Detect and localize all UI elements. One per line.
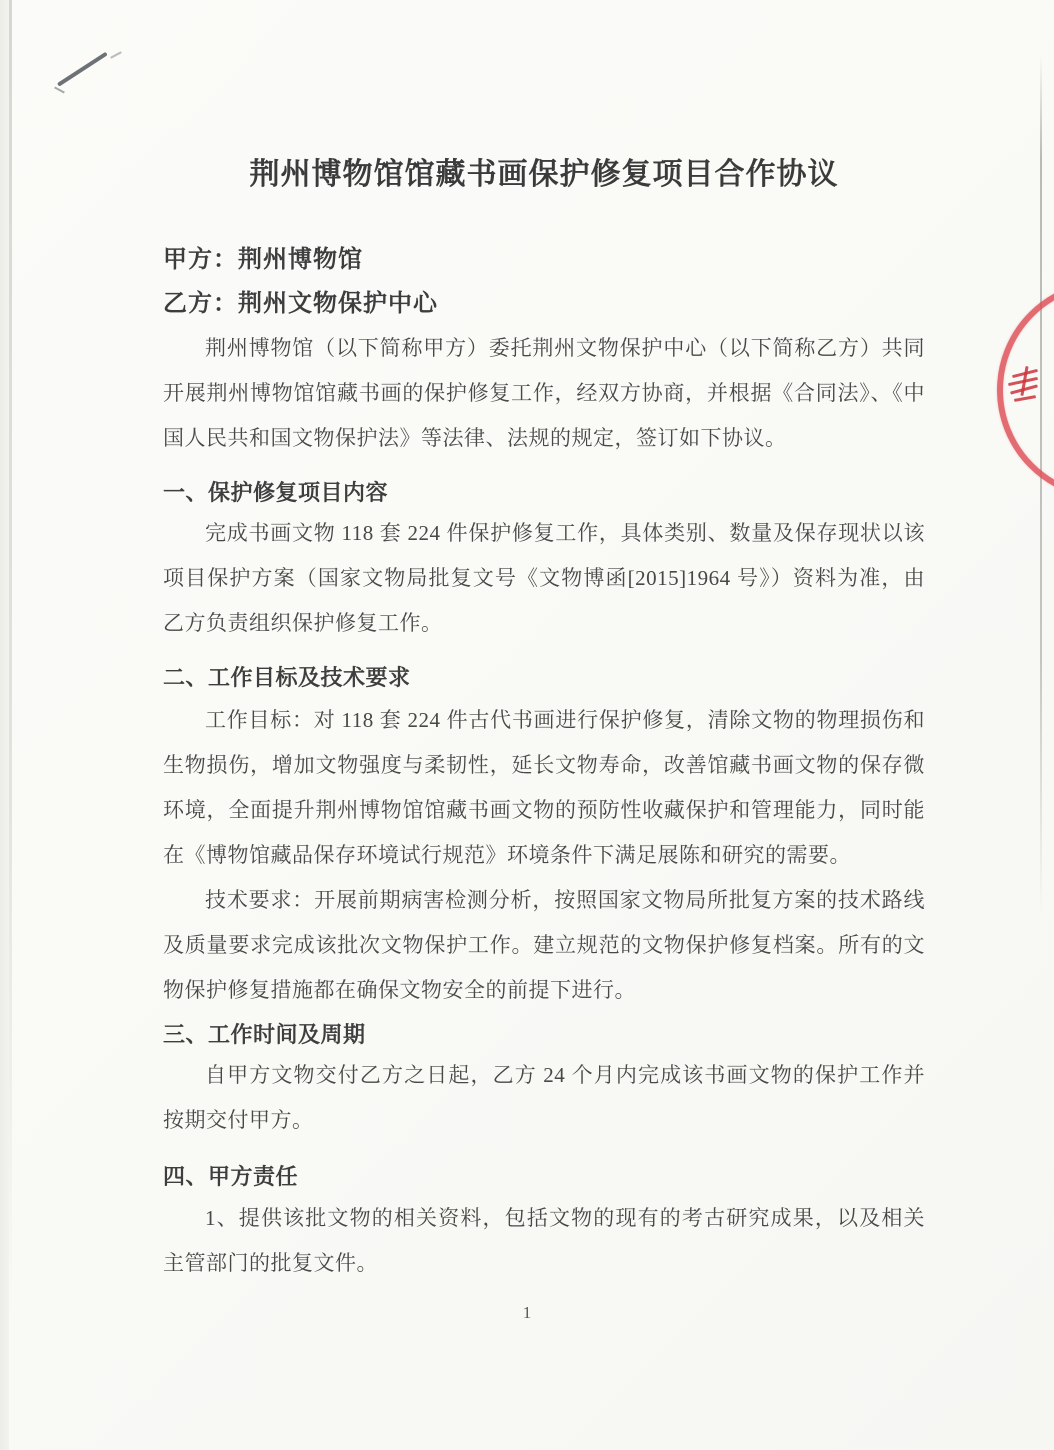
pen-stroke-hook bbox=[54, 87, 65, 94]
section-1-heading: 一、保护修复项目内容 bbox=[163, 480, 389, 505]
party-b-line: 乙方：荆州文物保护中心 bbox=[163, 291, 438, 317]
page-left-edge-line bbox=[9, 0, 12, 1320]
intro-paragraph: 荆州博物馆（以下简称甲方）委托荆州文物保护中心（以下简称乙方）共同开展荆州博物馆馆藏书画的保护修复工作，经双方协商，并根据《合同法》、《中国人民共和国文物保护法》等法律、法规的规定，签订如下协议。 bbox=[163, 336, 925, 450]
scan-left-shade bbox=[0, 0, 9, 1450]
red-seal-icon bbox=[990, 280, 1054, 500]
section-2-paragraph-requirements: 技术要求：开展前期病害检测分析，按照国家文物局所批复方案的技术路线及质量要求完成该批次文物保护工作。建立规范的文物保护修复档案。所有的文物保护修复措施都在确保文物安全的前提下进行。 bbox=[163, 888, 925, 1002]
page-number: 1 bbox=[522, 1303, 532, 1322]
party-a-line: 甲方：荆州博物馆 bbox=[163, 247, 363, 273]
pen-stroke-mark bbox=[50, 45, 130, 105]
section-1-paragraph: 完成书画文物 118 套 224 件保护修复工作，具体类别、数量及保存现状以该项目保护方案（国家文物局批复文号《文物博函[2015]1964 号》）资料为准，由乙方负责组织保护修复工作。 bbox=[163, 521, 925, 635]
section-2-heading: 二、工作目标及技术要求 bbox=[163, 665, 411, 690]
section-4-heading: 四、甲方责任 bbox=[163, 1164, 299, 1189]
section-3-heading: 三、工作时间及周期 bbox=[163, 1022, 366, 1047]
document-title: 荆州博物馆馆藏书画保护修复项目合作协议 bbox=[249, 158, 839, 191]
section-3-paragraph: 自甲方文物交付乙方之日起，乙方 24 个月内完成该书画文物的保护工作并按期交付甲方。 bbox=[163, 1063, 925, 1132]
document-body bbox=[163, 0, 925, 1286]
pen-stroke-line bbox=[57, 52, 108, 87]
pen-stroke-tip bbox=[110, 51, 122, 58]
section-4-paragraph: 1、提供该批文物的相关资料，包括文物的现有的考古研究成果，以及相关主管部门的批复文件。 bbox=[163, 1206, 925, 1275]
section-2-paragraph-goals: 工作目标：对 118 套 224 件古代书画进行保护修复，清除文物的物理损伤和生物损伤，增加文物强度与柔韧性，延长文物寿命，改善馆藏书画文物的保存微环境，全面提升荆州博物馆馆藏书画文物的预防性收藏保护和管理能力，同时能在《博物馆藏品保存环境试行规范》环境条件下满足展陈和研究的需要。 bbox=[163, 708, 925, 867]
